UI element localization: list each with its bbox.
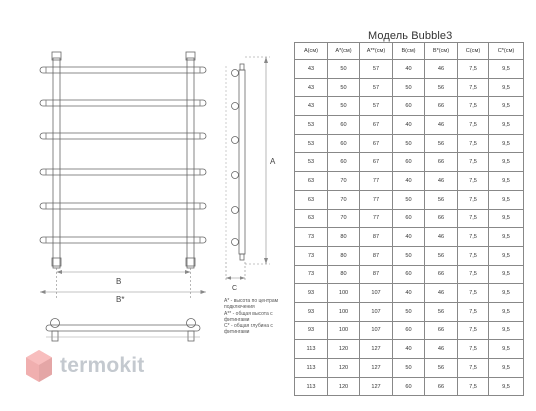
table-cell: 63: [295, 209, 328, 228]
table-cell: 70: [328, 190, 360, 209]
table-cell: 77: [360, 209, 393, 228]
table-cell: 7,5: [458, 321, 489, 340]
table-cell: 77: [360, 172, 393, 191]
side-view: [226, 64, 245, 260]
table-cell: 9,5: [489, 246, 524, 265]
table-cell: 9,5: [489, 321, 524, 340]
table-cell: 67: [360, 153, 393, 172]
table-cell: 7,5: [458, 190, 489, 209]
table-cell: 50: [393, 302, 425, 321]
table-cell: 70: [328, 172, 360, 191]
table-cell: 9,5: [489, 190, 524, 209]
brand-name: termokit: [60, 354, 145, 377]
dimension-b-star-label: B*: [116, 295, 125, 304]
termokit-watermark: [24, 346, 144, 386]
table-cell: 53: [295, 116, 328, 135]
table-cell: 70: [328, 209, 360, 228]
dimension-c-label: C: [232, 285, 238, 292]
table-cell: 9,5: [489, 153, 524, 172]
table-cell: 9,5: [489, 172, 524, 191]
table-cell: 67: [360, 116, 393, 135]
table-cell: 43: [295, 60, 328, 79]
table-cell: 9,5: [489, 340, 524, 359]
rung-6: [40, 237, 206, 243]
rung-4: [40, 169, 206, 175]
table-cell: 73: [295, 265, 328, 284]
table-cell: 127: [360, 377, 393, 396]
table-cell: 7,5: [458, 209, 489, 228]
table-cell: 56: [425, 78, 458, 97]
table-cell: 80: [328, 265, 360, 284]
note-line: фитингами: [224, 316, 250, 323]
table-cell: 9,5: [489, 97, 524, 116]
table-row: [295, 359, 524, 378]
table-cell: 50: [393, 134, 425, 153]
table-cell: 66: [425, 97, 458, 116]
dimension-b-star: [40, 290, 206, 294]
dimension-b: [57, 268, 191, 298]
rungs: [40, 67, 206, 243]
table-cell: 43: [295, 78, 328, 97]
table-cell: 60: [328, 153, 360, 172]
table-cell: 60: [393, 209, 425, 228]
table-cell: 7,5: [458, 172, 489, 191]
table-cell: 9,5: [489, 265, 524, 284]
table-cell: 73: [295, 228, 328, 247]
table-cell: 40: [393, 172, 425, 191]
table-cell: 9,5: [489, 228, 524, 247]
front-view: [40, 52, 206, 268]
table-cell: 66: [425, 153, 458, 172]
table-cell: 60: [328, 134, 360, 153]
table-cell: 120: [328, 377, 360, 396]
table-cell: 53: [295, 134, 328, 153]
table-row: [295, 78, 524, 97]
column-header: C*(см): [489, 43, 524, 60]
table-cell: 77: [360, 190, 393, 209]
table-cell: 40: [393, 340, 425, 359]
table-cell: 7,5: [458, 302, 489, 321]
table-cell: 60: [328, 116, 360, 135]
table-row: [295, 284, 524, 303]
side-knobs: [232, 70, 240, 246]
rung-1: [40, 67, 206, 73]
table-row: [295, 134, 524, 153]
table-cell: 93: [295, 321, 328, 340]
table-row: [295, 97, 524, 116]
table-cell: 50: [328, 78, 360, 97]
table-cell: 60: [393, 97, 425, 116]
table-cell: 100: [328, 302, 360, 321]
table-cell: 40: [393, 60, 425, 79]
table-cell: 40: [393, 116, 425, 135]
table-cell: 9,5: [489, 377, 524, 396]
table-cell: 93: [295, 302, 328, 321]
side-collector: [239, 70, 245, 254]
table-cell: 57: [360, 78, 393, 97]
table-cell: 100: [328, 284, 360, 303]
table-cell: 46: [425, 284, 458, 303]
table-cell: 46: [425, 340, 458, 359]
table-cell: 9,5: [489, 302, 524, 321]
table-cell: 73: [295, 246, 328, 265]
table-cell: 9,5: [489, 359, 524, 378]
column-header: A(см): [295, 43, 328, 60]
table-cell: 127: [360, 340, 393, 359]
table-cell: 46: [425, 228, 458, 247]
table-cell: 50: [328, 97, 360, 116]
table-cell: 127: [360, 359, 393, 378]
table-cell: 87: [360, 246, 393, 265]
table-cell: 57: [360, 60, 393, 79]
table-cell: 9,5: [489, 209, 524, 228]
table-cell: 7,5: [458, 228, 489, 247]
table-row: [295, 116, 524, 135]
table-cell: 9,5: [489, 116, 524, 135]
table-cell: 100: [328, 321, 360, 340]
table-cell: 66: [425, 377, 458, 396]
table-cell: 60: [393, 321, 425, 340]
rung-2: [40, 100, 206, 106]
table-cell: 57: [360, 97, 393, 116]
column-header: B(см): [393, 43, 425, 60]
note-line: фитингами: [224, 329, 250, 336]
table-cell: 40: [393, 284, 425, 303]
table-cell: 60: [393, 265, 425, 284]
table-row: [295, 172, 524, 191]
table-cell: 7,5: [458, 134, 489, 153]
table-cell: 7,5: [458, 97, 489, 116]
table-cell: 107: [360, 321, 393, 340]
table-cell: 66: [425, 265, 458, 284]
table-cell: 56: [425, 359, 458, 378]
table-cell: 56: [425, 246, 458, 265]
left-collector: [53, 58, 60, 268]
table-cell: 107: [360, 284, 393, 303]
table-row: [295, 153, 524, 172]
table-cell: 40: [393, 228, 425, 247]
table-cell: 7,5: [458, 246, 489, 265]
table-cell: 9,5: [489, 60, 524, 79]
table-cell: 46: [425, 172, 458, 191]
specification-table: [294, 42, 524, 396]
table-cell: 107: [360, 302, 393, 321]
table-cell: 80: [328, 246, 360, 265]
table-cell: 93: [295, 284, 328, 303]
dimension-a-label: A: [270, 157, 276, 166]
model-title: Модель Bubble3: [368, 30, 453, 42]
table-row: [295, 321, 524, 340]
table-cell: 46: [425, 60, 458, 79]
table-cell: 56: [425, 190, 458, 209]
table-cell: 7,5: [458, 340, 489, 359]
table-cell: 87: [360, 228, 393, 247]
table-row: [295, 377, 524, 396]
table-cell: 7,5: [458, 60, 489, 79]
table-row: [295, 190, 524, 209]
table-row: [295, 209, 524, 228]
table-cell: 7,5: [458, 116, 489, 135]
table-cell: 9,5: [489, 134, 524, 153]
top-view: [46, 319, 200, 342]
table-cell: 50: [393, 78, 425, 97]
column-header: C(см): [458, 43, 489, 60]
table-cell: 120: [328, 340, 360, 359]
table-cell: 7,5: [458, 265, 489, 284]
table-cell: 50: [393, 190, 425, 209]
table-cell: 113: [295, 377, 328, 396]
rung-caps: [46, 67, 200, 243]
table-cell: 50: [393, 246, 425, 265]
table-body: [295, 60, 524, 396]
table-cell: 63: [295, 190, 328, 209]
dimension-b-label: B: [116, 277, 122, 286]
rung-3: [40, 133, 206, 139]
table-cell: 66: [425, 209, 458, 228]
dimension-c: [226, 262, 245, 282]
table-row: [295, 265, 524, 284]
table-row: [295, 302, 524, 321]
table-cell: 113: [295, 359, 328, 378]
table-row: [295, 60, 524, 79]
note-line: подключения: [224, 304, 255, 311]
table-cell: 9,5: [489, 284, 524, 303]
table-cell: 56: [425, 134, 458, 153]
table-cell: 53: [295, 153, 328, 172]
note-line: C* - общая глубина с: [224, 323, 273, 330]
table-row: [295, 228, 524, 247]
table-cell: 43: [295, 97, 328, 116]
table-cell: 87: [360, 265, 393, 284]
table-cell: 7,5: [458, 153, 489, 172]
table-cell: 46: [425, 116, 458, 135]
table-header-row: [295, 43, 524, 60]
top-view-bar: [46, 325, 200, 331]
table-cell: 80: [328, 228, 360, 247]
table-cell: 113: [295, 340, 328, 359]
note-line: A* - высота по центрам: [224, 298, 279, 304]
table-cell: 67: [360, 134, 393, 153]
hexagon-logo-icon: [24, 349, 54, 383]
table-cell: 7,5: [458, 284, 489, 303]
table-cell: 7,5: [458, 78, 489, 97]
table-cell: 9,5: [489, 78, 524, 97]
table-cell: 60: [393, 153, 425, 172]
table-cell: 66: [425, 321, 458, 340]
column-header: B*(см): [425, 43, 458, 60]
table-row: [295, 340, 524, 359]
table-cell: 63: [295, 172, 328, 191]
column-header: A*(см): [328, 43, 360, 60]
rung-5: [40, 203, 206, 209]
column-header: A**(см): [360, 43, 393, 60]
table-cell: 50: [328, 60, 360, 79]
table-cell: 56: [425, 302, 458, 321]
table-cell: 7,5: [458, 359, 489, 378]
table-cell: 50: [393, 359, 425, 378]
note-line: A** - общая высота с: [224, 310, 273, 317]
table-cell: 120: [328, 359, 360, 378]
table-row: [295, 246, 524, 265]
dimension-a: [245, 57, 270, 264]
table-cell: 60: [393, 377, 425, 396]
table-cell: 7,5: [458, 377, 489, 396]
right-collector: [187, 58, 194, 268]
